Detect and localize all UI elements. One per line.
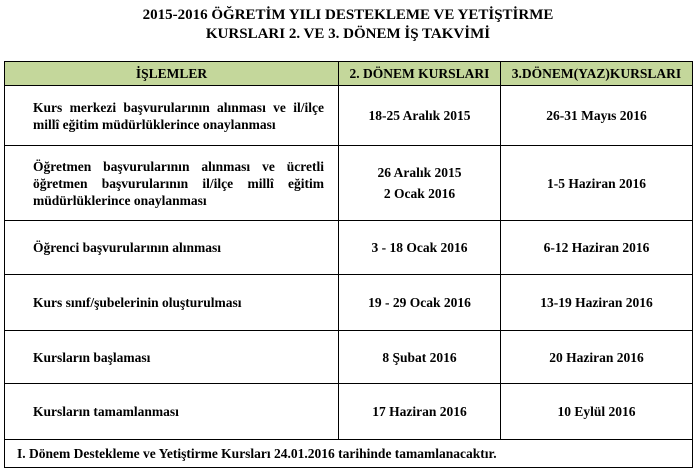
table-row — [5, 146, 693, 221]
term-2-date-cell: 18-25 Aralık 2015 — [339, 86, 501, 146]
term-2-date-cell: 3 - 18 Ocak 2016 — [339, 221, 501, 275]
term-2-date-cell — [339, 146, 501, 221]
term-3-date-cell: 20 Haziran 2016 — [501, 331, 693, 384]
document-title-line-2: KURSLARI 2. VE 3. DÖNEM İŞ TAKVİMİ — [205, 26, 491, 42]
term-2-date-cell: 17 Haziran 2016 — [339, 384, 501, 440]
table-row — [5, 86, 693, 146]
process-cell: Kursların başlaması — [5, 331, 339, 384]
term-3-date-cell: 13-19 Haziran 2016 — [501, 275, 693, 331]
footnote: I. Dönem Destekleme ve Yetiştirme Kursları 24.01.2016 tarihinde tamamlanacaktır. — [5, 440, 693, 468]
term-2-date-cell: 19 - 29 Ocak 2016 — [339, 275, 501, 331]
term-3-date-cell: 26-31 Mayıs 2016 — [501, 86, 693, 146]
table-row — [5, 384, 693, 440]
term-3-date-cell: 6-12 Haziran 2016 — [501, 221, 693, 275]
table-header-row — [5, 62, 693, 86]
schedule-table — [4, 61, 693, 468]
table-row — [5, 331, 693, 384]
term-3-date-cell: 10 Eylül 2016 — [501, 384, 693, 440]
header-term-3: 3.DÖNEM(YAZ)KURSLARI — [501, 62, 693, 86]
process-cell: Öğretmen başvurularının alınması ve ücretli öğretmen başvurularının il/ilçe millî eğitim müdürlüklerince onaylanması — [5, 146, 339, 221]
process-cell: Öğrenci başvurularının alınması — [5, 221, 339, 275]
document-title-line-1: 2015-2016 ÖĞRETİM YILI DESTEKLEME VE YETİŞTİRME — [142, 7, 554, 23]
table-row — [5, 275, 693, 331]
term-2-start-date: 26 Aralık 2015 — [377, 165, 462, 180]
term-2-end-date: 2 Ocak 2016 — [383, 186, 456, 201]
table-row — [5, 221, 693, 275]
process-cell: Kurs sınıf/şubelerinin oluşturulması — [5, 275, 339, 331]
header-term-2: 2. DÖNEM KURSLARI — [339, 62, 501, 86]
term-2-date-cell: 8 Şubat 2016 — [339, 331, 501, 384]
footnote-row — [5, 440, 693, 468]
process-cell: Kursların tamamlanması — [5, 384, 339, 440]
header-processes: İŞLEMLER — [5, 62, 339, 86]
process-cell: Kurs merkezi başvurularının alınması ve il/ilçe millî eğitim müdürlüklerince onaylanması — [5, 86, 339, 146]
term-3-date-cell: 1-5 Haziran 2016 — [501, 146, 693, 221]
